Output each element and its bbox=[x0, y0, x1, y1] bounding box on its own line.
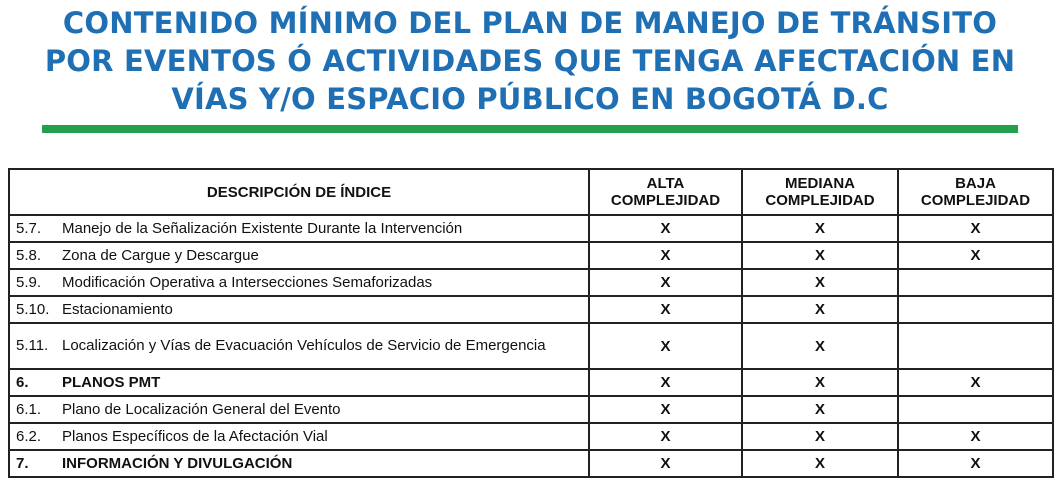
alta-mark: X bbox=[589, 369, 742, 396]
table-row bbox=[9, 296, 1053, 323]
table-row bbox=[9, 396, 1053, 423]
alta-mark: X bbox=[589, 396, 742, 423]
mediana-mark: X bbox=[742, 215, 898, 242]
row-description: 7. INFORMACIÓN Y DIVULGACIÓN bbox=[9, 450, 589, 477]
table-header-row bbox=[9, 169, 1053, 215]
row-description: 6.2. Planos Específicos de la Afectación Vial bbox=[9, 423, 589, 450]
table-row bbox=[9, 323, 1053, 369]
alta-mark: X bbox=[589, 296, 742, 323]
title-line-2: POR EVENTOS Ó ACTIVIDADES QUE TENGA AFECTACIÓN EN bbox=[44, 44, 1016, 78]
mediana-mark: X bbox=[742, 450, 898, 477]
table-row bbox=[9, 242, 1053, 269]
row-description: 5.10. Estacionamiento bbox=[9, 296, 589, 323]
baja-mark: X bbox=[898, 215, 1053, 242]
header-mediana: MEDIANA COMPLEJIDAD bbox=[742, 169, 898, 215]
title-line-1: CONTENIDO MÍNIMO DEL PLAN DE MANEJO DE TRÁNSITO bbox=[62, 6, 998, 40]
baja-mark: X bbox=[898, 423, 1053, 450]
baja-mark bbox=[898, 323, 1053, 369]
table-row bbox=[9, 423, 1053, 450]
title-divider bbox=[42, 125, 1018, 133]
mediana-mark: X bbox=[742, 396, 898, 423]
complexity-index-table bbox=[8, 168, 1054, 478]
row-description: 6. PLANOS PMT bbox=[9, 369, 589, 396]
alta-mark: X bbox=[589, 269, 742, 296]
table-row bbox=[9, 215, 1053, 242]
table-row bbox=[9, 269, 1053, 296]
header-baja: BAJA COMPLEJIDAD bbox=[898, 169, 1053, 215]
header-description: DESCRIPCIÓN DE ÍNDICE bbox=[9, 169, 589, 215]
baja-mark: X bbox=[898, 369, 1053, 396]
table-row bbox=[9, 369, 1053, 396]
header-alta: ALTA COMPLEJIDAD bbox=[589, 169, 742, 215]
alta-mark: X bbox=[589, 242, 742, 269]
mediana-mark: X bbox=[742, 269, 898, 296]
table-row bbox=[9, 450, 1053, 477]
title-line-3: VÍAS Y/O ESPACIO PÚBLICO EN BOGOTÁ D.C bbox=[171, 82, 889, 116]
baja-mark bbox=[898, 396, 1053, 423]
alta-mark: X bbox=[589, 423, 742, 450]
alta-mark: X bbox=[589, 215, 742, 242]
row-description: 5.8. Zona de Cargue y Descargue bbox=[9, 242, 589, 269]
alta-mark: X bbox=[589, 450, 742, 477]
row-description: 5.7. Manejo de la Señalización Existente Durante la Intervención bbox=[9, 215, 589, 242]
row-description: 5.9. Modificación Operativa a Intersecciones Semaforizadas bbox=[9, 269, 589, 296]
row-description: 6.1. Plano de Localización General del Evento bbox=[9, 396, 589, 423]
mediana-mark: X bbox=[742, 296, 898, 323]
row-description: 5.11. Localización y Vías de Evacuación Vehículos de Servicio de Emergencia bbox=[9, 323, 589, 369]
mediana-mark: X bbox=[742, 323, 898, 369]
mediana-mark: X bbox=[742, 369, 898, 396]
baja-mark bbox=[898, 269, 1053, 296]
baja-mark bbox=[898, 296, 1053, 323]
baja-mark: X bbox=[898, 450, 1053, 477]
baja-mark: X bbox=[898, 242, 1053, 269]
alta-mark: X bbox=[589, 323, 742, 369]
mediana-mark: X bbox=[742, 423, 898, 450]
document-title bbox=[0, 4, 1060, 118]
mediana-mark: X bbox=[742, 242, 898, 269]
